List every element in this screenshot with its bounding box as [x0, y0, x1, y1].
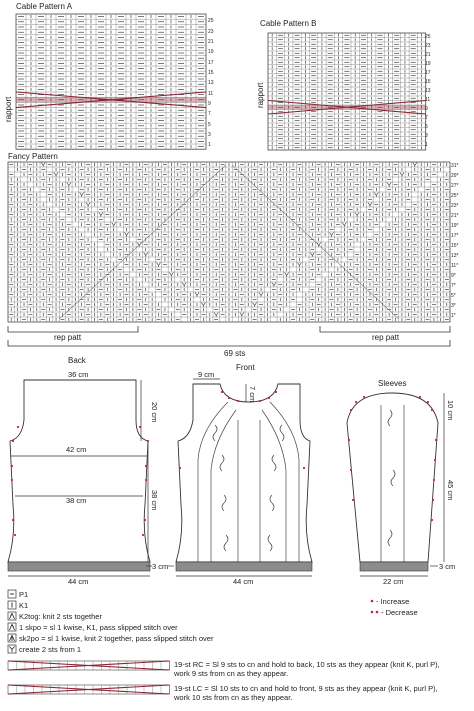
front-cable-lines [198, 402, 299, 562]
front-neck-width: 9 cm [198, 370, 215, 379]
cable-a-row-number: 17 [208, 60, 214, 66]
cable-b-row-number: 17 [425, 70, 431, 76]
front-neck-depth: 7 cm [248, 386, 257, 403]
fancy-title: Fancy Pattern [8, 152, 58, 161]
cable-b-row-number: 25 [425, 34, 431, 40]
legend-item-lc [8, 684, 438, 702]
cable-b-grid [268, 33, 426, 150]
legend-item-k1 [8, 601, 28, 610]
legend-label: 1 skpo = sl 1 kwise, K1, pass slipped stitch over [19, 623, 178, 632]
cable-a-row-number: 19 [208, 49, 214, 55]
fancy-row-number: 5* [451, 293, 456, 299]
cable-a-row-number: 21 [208, 39, 214, 45]
legend-item-k2tog [8, 612, 102, 621]
front-bottom-measure [176, 576, 312, 586]
cable-a-row-number: 13 [208, 80, 214, 86]
back-outline [8, 380, 150, 562]
cable-b-row-number: 1 [425, 142, 428, 148]
sleeves-schematic [347, 379, 455, 617]
left-cross-cable-icon [8, 685, 170, 694]
front-outline [176, 384, 312, 562]
front-shaping-markers [179, 391, 305, 469]
front-neck-depth-measure [246, 384, 257, 402]
increase-marker-icon [371, 600, 374, 603]
fancy-row-number: 29* [451, 173, 459, 179]
cable-b-row-number: 5 [425, 124, 428, 130]
rc-description-line-2: work 9 sts from cn as they appear. [174, 669, 289, 678]
fancy-row-number: 23* [451, 203, 459, 209]
sleeves-title: Sleeves [378, 379, 407, 388]
rep-patt-left-label: rep patt [54, 333, 82, 342]
fancy-row-number: 19* [451, 223, 459, 229]
cable-a-row-number: 9 [208, 101, 211, 107]
back-schematic [8, 356, 168, 586]
sleeve-bottom-measure [360, 576, 428, 586]
fancy-row-number: 11* [451, 263, 459, 269]
cable-a-grid [16, 14, 206, 149]
decrease-marker-icon [376, 611, 379, 614]
fancy-row-number: 13* [451, 253, 459, 259]
right-cross-cable-icon [8, 661, 170, 670]
cable-a-row-number: 5 [208, 122, 211, 128]
fancy-row-numbers [451, 163, 459, 319]
sleeve-cable-lines [381, 405, 404, 562]
legend-label: sk2po = sl 1 kwise, knit 2 together, pass slipped stitch over [19, 634, 214, 643]
rc-description-line-1: 19-st RC = Sl 9 sts to cn and hold to back, 10 sts as they appear (knit K, purl P), [174, 660, 440, 669]
back-upper-width: 42 cm [66, 445, 87, 454]
back-armhole-depth: 20 cm [150, 402, 159, 423]
cable-a-row-numbers [208, 18, 214, 148]
cable-a-rapport-label: rapport [4, 96, 13, 122]
cable-a-row-number: 23 [208, 29, 214, 35]
sleeve-shaping-markers [348, 396, 437, 521]
cable-b-row-number: 7 [425, 115, 428, 121]
cable-b-row-number: 21 [425, 52, 431, 58]
cable-b-title: Cable Pattern B [260, 19, 317, 28]
cable-b-row-number: 11 [425, 97, 431, 103]
cable-b-row-number: 13 [425, 88, 431, 94]
shaping-key [371, 597, 418, 617]
decrease-label: - Decrease [381, 608, 418, 617]
cable-b-row-number: 23 [425, 43, 431, 49]
rep-patt-right-label: rep patt [372, 333, 400, 342]
cable-a-title: Cable Pattern A [16, 2, 73, 11]
cable-pattern-b [256, 19, 431, 150]
back-shoulder-measure [24, 370, 136, 380]
back-shaping-markers [11, 426, 149, 536]
sleeve-cap-measure [444, 393, 455, 423]
decrease-marker-icon [371, 611, 374, 614]
cable-a-row-number: 7 [208, 111, 211, 117]
fancy-row-number: 7* [451, 283, 456, 289]
legend-item-sk2po [8, 634, 214, 643]
back-bottom-measure [8, 576, 150, 586]
legend-item-skpo [8, 623, 178, 632]
back-rib [8, 562, 150, 571]
fancy-row-number: 31* [451, 163, 459, 169]
cable-a-row-number: 1 [208, 142, 211, 148]
legend-label: P1 [19, 590, 29, 599]
fancy-row-number: 27* [451, 183, 459, 189]
lc-description-line-2: work 10 sts from cn as they appear. [174, 693, 293, 702]
rep-patt-left-bracket [8, 326, 138, 342]
fancy-row-number: 15* [451, 243, 459, 249]
sts-count-label: 69 sts [224, 349, 246, 358]
fancy-row-number: 21* [451, 213, 459, 219]
front-neck-measure [193, 370, 220, 379]
sleeve-rib-height: 3 cm [439, 562, 456, 571]
fancy-row-number: 17* [451, 233, 459, 239]
fancy-row-number: 3* [451, 303, 456, 309]
legend [8, 590, 440, 702]
front-rib [176, 562, 312, 571]
sleeve-cap-height: 10 cm [446, 400, 455, 421]
cable-pattern-a [4, 2, 214, 149]
back-bottom-width: 44 cm [68, 577, 89, 586]
back-upper-measure [11, 445, 147, 456]
front-schematic [168, 363, 312, 586]
legend-item-inc [8, 645, 81, 654]
front-title: Front [236, 363, 255, 372]
fancy-row-number: 1* [451, 313, 456, 319]
fancy-pattern [8, 152, 459, 358]
front-cable-twists [213, 425, 284, 551]
sleeve-bottom-width: 22 cm [383, 577, 404, 586]
cable-a-row-number: 25 [208, 18, 214, 24]
legend-item-rc [8, 660, 440, 678]
cable-cross-row [16, 97, 206, 102]
cable-b-row-number: 19 [425, 61, 431, 67]
sleeve-rib-measure [430, 562, 455, 571]
increase-label: - Increase [376, 597, 410, 606]
sleeve-length: 45 cm [446, 480, 455, 501]
legend-item-p1 [8, 590, 28, 599]
rep-patt-right-bracket [320, 326, 450, 342]
fancy-row-number: 9* [451, 273, 456, 279]
back-title: Back [68, 356, 86, 365]
cable-a-row-number: 11 [208, 91, 214, 97]
sleeve-length-measure [444, 423, 455, 562]
back-body-length: 38 cm [150, 490, 159, 511]
legend-label: K2tog: knit 2 sts together [19, 612, 102, 621]
back-waist-width: 38 cm [66, 496, 87, 505]
back-length-measure [148, 441, 159, 562]
legend-label: K1 [19, 601, 29, 610]
back-armhole-measure [141, 380, 159, 441]
cable-a-row-number: 15 [208, 70, 214, 76]
cable-b-row-number: 15 [425, 79, 431, 85]
lc-description-line-1: 19-st LC = Sl 10 sts to cn and hold to front, 9 sts as they appear (knit K, purl P), [174, 684, 438, 693]
cable-b-row-number: 3 [425, 133, 428, 139]
cable-cross-row [268, 105, 426, 110]
cable-b-row-number: 9 [425, 106, 428, 112]
sleeve-outline [347, 393, 438, 562]
fancy-grid [8, 162, 450, 322]
back-waist-measure [15, 496, 143, 505]
fancy-row-number: 25* [451, 193, 459, 199]
front-bottom-width: 44 cm [233, 577, 254, 586]
back-shoulder-width: 36 cm [68, 370, 89, 379]
legend-label: create 2 sts from 1 [19, 645, 82, 654]
sleeve-rib [360, 562, 428, 571]
back-rib-height: 3 cm [152, 562, 169, 571]
cable-a-row-number: 3 [208, 132, 211, 138]
cable-b-rapport-label: rapport [256, 82, 265, 108]
